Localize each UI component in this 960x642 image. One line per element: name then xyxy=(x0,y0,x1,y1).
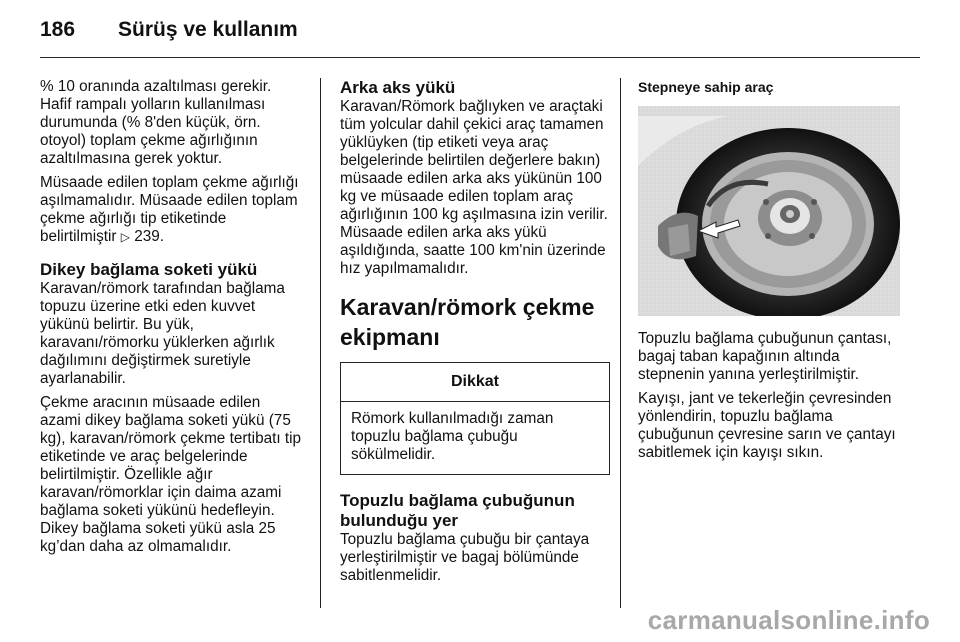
paragraph: Topuzlu bağlama çubuğunun çantası, bagaj taban kapağının altında stepnenin yanına yerleştirilmiştir. xyxy=(638,330,892,383)
watermark: carmanualsonline.info xyxy=(647,605,930,635)
paragraph xyxy=(40,174,302,246)
paragraph: Çekme aracının müsaade edilen azami dikey bağlama soketi yükü (75 kg), karavan/römork çekme tertibatı tip etiketinde ve araç belgelerinde belirtilmiştir. Özellikle ağır karavan/römorklar için daima azami bağlama soketi yükünü hedefleyin. Dikey bağlama soketi yükü asla 25 kg’dan daha az olmamalıdır. xyxy=(40,394,301,555)
column-divider xyxy=(320,78,321,608)
page-reference: 239. xyxy=(134,228,165,245)
column-3 xyxy=(638,78,908,468)
paragraph: % 10 oranında azaltılması gerekir. Hafif rampalı yolların kullanılması durumunda (% 8'den küçük, örn. otoyol) toplam çekme ağırlığının azaltılmasına gerek yoktur. xyxy=(40,78,272,167)
column-divider xyxy=(620,78,621,608)
header-divider xyxy=(40,57,920,58)
page-header xyxy=(40,18,298,48)
page-reference-icon: ▷ xyxy=(120,230,130,244)
subsection-heading: Stepneye sahip araç xyxy=(638,79,774,95)
section-heading: Topuzlu bağlama çubuğunun bulunduğu yer xyxy=(340,491,575,530)
chapter-heading: Karavan/römork çekme ekipmanı xyxy=(340,294,595,350)
paragraph-text: Müsaade edilen toplam çekme ağırlığı aşılmamalıdır. Müsaade edilen toplam çekme ağırlığı tip etiketinde belirtilmiştir xyxy=(40,174,299,245)
column-2 xyxy=(340,78,610,591)
column-1 xyxy=(40,78,302,562)
page-title: Sürüş ve kullanım xyxy=(118,18,298,41)
section-heading: Arka aks yükü xyxy=(340,78,456,97)
paragraph: Topuzlu bağlama çubuğu bir çantaya yerleştirilmiştir ve bagaj bölümünde sabitlenmelidir. xyxy=(340,531,590,584)
spare-wheel-photo xyxy=(638,106,900,316)
notice-body: Römork kullanılmadığı zaman topuzlu bağlama çubuğu sökülmelidir. xyxy=(351,410,554,463)
paragraph: Karavan/Römork bağlıyken ve araçtaki tüm yolcular dahil çekici araç tamamen yüklüyken (tip etiketi veya araç belgelerinde belirtilen değerlere bakın) müsaade edilen arka aks yükünün 100 kg ve müsaade edilen toplam araç ağırlığının 100 kg aşılmasına izin verilir. Müsaade edilen arka aks yükü aşıldığında, saatte 100 km'nin üzerinde hız yapılmamalıdır. xyxy=(340,98,608,277)
section-heading: Dikey bağlama soketi yükü xyxy=(40,260,258,279)
notice-title: Dikkat xyxy=(341,363,609,402)
page-number: 186 xyxy=(40,18,76,41)
notice-box xyxy=(340,362,610,475)
paragraph: Karavan/römork tarafından bağlama topuzu üzerine etki eden kuvvet yükünü belirtir. Bu yük, karavanı/römorku yüklerken ağırlık dağılımını değiştirmek suretiyle ayarlanabilir. xyxy=(40,280,285,387)
paragraph: Kayışı, jant ve tekerleğin çevresinden yönlendirin, topuzlu bağlama çubuğunun çevresine sarın ve çantayı sabitlemek için kayışı sıkın. xyxy=(638,390,896,461)
